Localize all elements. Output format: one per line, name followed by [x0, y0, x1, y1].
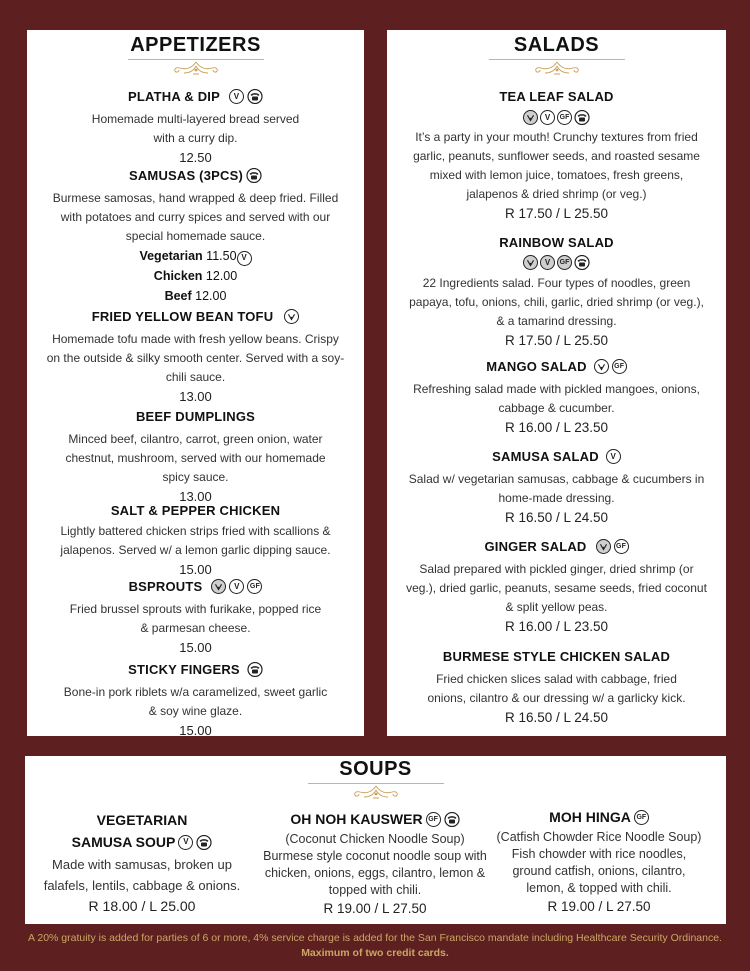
- item-badges: [405, 110, 708, 125]
- item-name: MANGO SALAD: [486, 359, 587, 374]
- item-description: Burmese samosas, hand wrapped & deep fried. Filled with potatoes and curry spices and served with our special homemade sauce.: [52, 191, 339, 243]
- gluten-free-icon: GF: [557, 255, 572, 270]
- item-description: Bone-in pork riblets w/a caramelized, sweet garlic & soy wine glaze.: [63, 685, 328, 718]
- vegetarian-icon: V: [540, 255, 555, 270]
- soup-oh-noh-kauswer: [263, 811, 487, 916]
- item-name: VEGETARIAN: [96, 812, 188, 828]
- salads-panel: [387, 30, 726, 736]
- item-price: R 17.50 / L 25.50: [504, 206, 609, 221]
- item-price: R 16.50 / L 24.50: [504, 710, 609, 725]
- item-name: SAMUSA SALAD: [492, 449, 599, 464]
- item-name: BURMESE STYLE CHICKEN SALAD: [442, 649, 671, 664]
- phone-icon: [246, 168, 262, 183]
- soups-title: SOUPS: [339, 758, 412, 780]
- footer-bold-text: Maximum of two credit cards.: [301, 947, 449, 959]
- item-name: STICKY FINGERS: [128, 662, 240, 677]
- item-name: SAMUSAS (3PCS): [128, 168, 244, 183]
- vegan-icon: [523, 110, 538, 125]
- menu-item-tea-leaf: [387, 88, 726, 221]
- item-price: 15.00: [179, 723, 212, 738]
- item-description: Fried chicken slices salad with cabbage, fried onions, cilantro & our dressing w/ a garlicky kick.: [427, 672, 686, 705]
- vegetarian-icon: V: [229, 89, 244, 104]
- menu-item-rainbow: [387, 234, 726, 348]
- item-description: It’s a party in your mouth! Crunchy textures from fried garlic, peanuts, sunflower seeds, and roasted sesame mixed with lemon juice, tomatoes, fresh greens, jalapenos & dried shrimp (or veg.): [413, 130, 700, 201]
- item-name: TEA LEAF SALAD: [499, 89, 614, 104]
- item-description: 22 Ingredients salad. Four types of noodles, green papaya, tofu, onions, chili, garlic, dried shrimp (or veg.), & a tamarind dressing.: [409, 276, 704, 328]
- item-description: Salad w/ vegetarian samusas, cabbage & cucumbers in home-made dressing.: [408, 472, 705, 505]
- item-description: Burmese style coconut noodle soup with chicken, onions, eggs, cilantro, lemon & topped with chili.: [263, 849, 487, 897]
- vegetarian-icon: V: [606, 449, 621, 464]
- menu-item-dumplings: [27, 408, 364, 504]
- item-description: Salad prepared with pickled ginger, dried shrimp (or veg.), dried garlic, peanuts, sesame seeds, fried coconut & split yellow peas.: [406, 562, 707, 614]
- item-price: 13.00: [179, 489, 212, 504]
- item-description: Fish chowder with rice noodles, ground catfish, onions, cilantro, lemon, & topped with chili.: [511, 847, 687, 895]
- soup-moh-hinga: [487, 809, 711, 914]
- vegetarian-icon: V: [237, 251, 252, 266]
- vegan-icon: [211, 579, 226, 594]
- samusas-vegetarian: Vegetarian 11.50 V: [45, 246, 346, 266]
- item-price: R 16.50 / L 24.50: [504, 510, 609, 525]
- phone-icon: [574, 255, 590, 270]
- item-name: FRIED YELLOW BEAN TOFU: [91, 309, 274, 324]
- item-price: R 17.50 / L 25.50: [504, 333, 609, 348]
- item-name: BSPROUTS: [128, 579, 203, 594]
- menu-item-sticky: [27, 661, 364, 738]
- item-price: 15.00: [179, 640, 212, 655]
- item-price: R 16.00 / L 23.50: [504, 420, 609, 435]
- item-subtitle: (Coconut Chicken Noodle Soup): [285, 832, 465, 846]
- item-price: R 18.00 / L 25.00: [88, 898, 196, 914]
- item-name: RAINBOW SALAD: [499, 235, 614, 250]
- samusas-chicken: Chicken 12.00: [153, 269, 238, 283]
- ornament-icon: [527, 60, 587, 76]
- item-name: MOH HINGA: [549, 809, 631, 825]
- item-subtitle: (Catfish Chowder Rice Noodle Soup): [496, 830, 702, 844]
- menu-item-ginger: [387, 538, 726, 634]
- item-price: R 19.00 / L 27.50: [323, 901, 427, 916]
- item-name: OH NOH KAUSWER: [290, 811, 423, 827]
- menu-item-bsprouts: [27, 578, 364, 655]
- item-price: 12.50: [179, 150, 212, 165]
- ornament-icon: [166, 60, 226, 76]
- item-description: Homemade multi-layered bread served with a curry dip.: [91, 112, 300, 145]
- salads-header: [387, 34, 726, 76]
- item-badges: [405, 255, 708, 270]
- item-name: SAMUSA SOUP: [71, 834, 176, 850]
- ornament-icon: [346, 784, 406, 800]
- gluten-free-icon: GF: [614, 539, 629, 554]
- footer-text: A 20% gratuity is added for parties of 6 or more, 4% service charge is added for the San Francisco mandate including Healthcare Security Ordinance.: [28, 932, 722, 944]
- item-name: PLATHA & DIP: [128, 89, 220, 104]
- gluten-free-icon: GF: [247, 579, 262, 594]
- appetizers-panel: [27, 30, 364, 736]
- menu-item-burmese-chicken: [387, 648, 726, 725]
- item-price: 13.00: [179, 389, 212, 404]
- vegetarian-icon: V: [540, 110, 555, 125]
- phone-icon: [247, 89, 263, 104]
- phone-icon: [196, 835, 212, 850]
- item-name: SALT & PEPPER CHICKEN: [110, 503, 281, 518]
- vegan-icon: [596, 539, 611, 554]
- soups-header: [25, 758, 726, 800]
- item-description: Lightly battered chicken strips fried with scallions & jalapenos. Served w/ a lemon garlic dipping sauce.: [60, 524, 331, 557]
- item-name: GINGER SALAD: [484, 539, 587, 554]
- vegetarian-icon: V: [229, 579, 244, 594]
- item-price: 15.00: [179, 562, 212, 577]
- salads-title: SALADS: [513, 34, 600, 56]
- phone-icon: [574, 110, 590, 125]
- samusas-beef: Beef 12.00: [164, 289, 227, 303]
- soup-vegetarian-samusa: [35, 812, 249, 914]
- item-description: Minced beef, cilantro, carrot, green onion, water chestnut, mushroom, served with our homemade spicy sauce.: [65, 432, 326, 484]
- vegan-icon: [523, 255, 538, 270]
- menu-item-chicken: [27, 502, 364, 577]
- appetizers-header: [27, 34, 364, 76]
- item-name: BEEF DUMPLINGS: [135, 409, 256, 424]
- appetizers-title: APPETIZERS: [130, 34, 261, 56]
- menu-item-mango: [387, 358, 726, 435]
- item-description: Refreshing salad made with pickled mangoes, onions, cabbage & cucumber.: [413, 382, 700, 415]
- phone-icon: [444, 812, 460, 827]
- menu-item-tofu: [27, 308, 364, 404]
- footer-note: [20, 931, 730, 961]
- gluten-free-icon: GF: [612, 359, 627, 374]
- phone-icon: [247, 662, 263, 677]
- item-description: Made with samusas, broken up falafels, lentils, cabbage & onions.: [43, 857, 241, 893]
- item-description: Homemade tofu made with fresh yellow beans. Crispy on the outside & silky smooth center. Served with a soy-chili sauce.: [46, 332, 345, 384]
- item-price: R 16.00 / L 23.50: [504, 619, 609, 634]
- vegetarian-icon: V: [178, 835, 193, 850]
- gluten-free-icon: GF: [557, 110, 572, 125]
- item-price: R 19.00 / L 27.50: [547, 899, 651, 914]
- item-description: Fried brussel sprouts with furikake, popped rice & parmesan cheese.: [69, 602, 322, 635]
- gluten-free-icon: GF: [426, 812, 441, 827]
- vegan-icon: [284, 309, 299, 324]
- vegan-icon: [594, 359, 609, 374]
- gluten-free-icon: GF: [634, 810, 649, 825]
- menu-item-samusas: [27, 167, 364, 306]
- menu-item-samusa-salad: [387, 448, 726, 525]
- menu-item-platha: [27, 88, 364, 165]
- soups-panel: [25, 756, 726, 924]
